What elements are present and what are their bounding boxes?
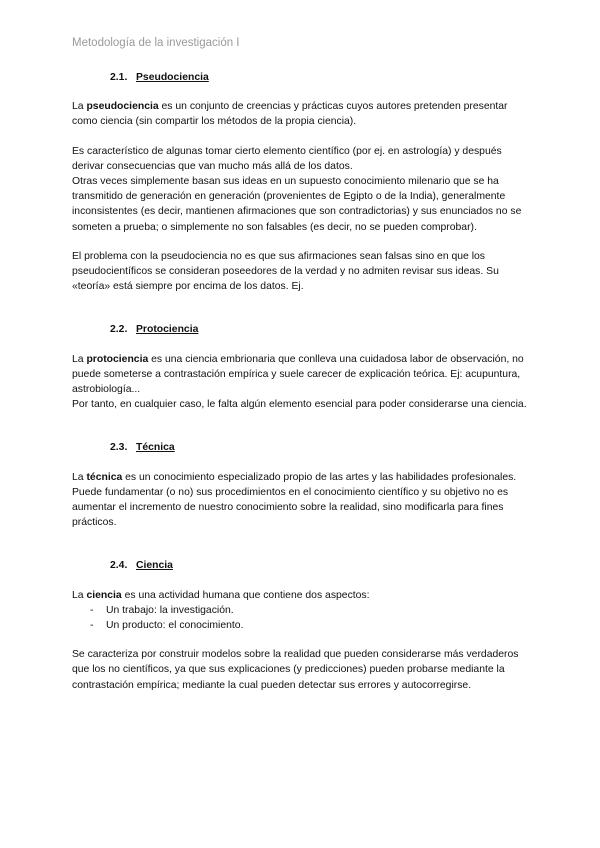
- paragraph: Otras veces simplemente basan sus ideas en un supuesto conocimiento milenario que se ha transmitido de generación en generación (provenientes de Egipto o de la India), generalmente inconsistentes (es decir, mantienen afirmaciones que son contradictorias) y sus enunciados no se someten a prueba; o simplemente no son falsables (es decir, no se pueden comprobar).: [72, 176, 522, 233]
- section-heading-protociencia: [110, 322, 528, 337]
- section-number: 2.3.: [110, 442, 128, 454]
- document-body: [72, 70, 528, 693]
- defined-term: ciencia: [86, 589, 122, 601]
- paragraph: El problema con la pseudociencia no es que sus afirmaciones sean falsas sino en que los pseudocientíficos se consideran poseedores de la verdad y no admiten revisar sus ideas. Su «teoría» está siempre por encima de los datos. Ej.: [72, 250, 499, 293]
- section-number: 2.4.: [110, 560, 128, 572]
- paragraph: La ciencia es una actividad humana que contiene dos aspectos:: [72, 589, 370, 601]
- paragraph: La técnica es un conocimiento especializado propio de las artes y las habilidades profesionales. Puede fundamentar (o no) sus procedimientos en el conocimiento científico y su objetivo no es aumentar el incremento de nuestro conocimiento sobre la realidad, sino modificarla para fines prácticos.: [72, 471, 517, 529]
- list-item: - Un producto: el conocimiento.: [90, 620, 244, 632]
- section-heading-pseudociencia: [110, 70, 528, 85]
- section-heading-ciencia: [110, 558, 528, 573]
- running-header: Metodología de la investigación I: [72, 37, 240, 49]
- paragraph: Es característico de algunas tomar cierto elemento científico (por ej. en astrología) y después derivar consecuencias que van mucho más allá de los datos.: [72, 145, 502, 172]
- section-number: 2.1.: [110, 72, 128, 83]
- defined-term: pseudociencia: [86, 101, 159, 113]
- section-number: 2.2.: [110, 324, 128, 336]
- defined-term: técnica: [86, 471, 123, 483]
- section-title: Técnica: [136, 442, 175, 454]
- paragraph: Por tanto, en cualquier caso, le falta algún elemento esencial para poder considerarse una ciencia.: [72, 399, 527, 411]
- paragraph: La pseudociencia es un conjunto de creencias y prácticas cuyos autores pretenden presentar como ciencia (sin compartir los métodos de la propia ciencia).: [72, 101, 508, 128]
- section-title: Pseudociencia: [136, 72, 209, 83]
- list-item: - Un trabajo: la investigación.: [90, 604, 234, 616]
- paragraph: La protociencia es una ciencia embrionaria que conlleva una cuidadosa labor de observación, no puede someterse a contrastación empírica y suele carecer de explicación teórica. Ej: acupuntura, astrobiología...: [72, 353, 524, 396]
- section-heading-tecnica: [110, 440, 528, 455]
- defined-term: protociencia: [86, 353, 149, 365]
- bullet-list: [72, 603, 528, 633]
- paragraph: Se caracteriza por construir modelos sobre la realidad que pueden considerarse más verdaderos que los no científicos, ya que sus explicaciones (y predicciones) pueden probarse mediante la contrastación empírica; mediante la cual pueden detectar sus errores y autocorregirse.: [72, 649, 519, 691]
- section-title: Protociencia: [136, 324, 199, 336]
- section-title: Ciencia: [136, 560, 173, 572]
